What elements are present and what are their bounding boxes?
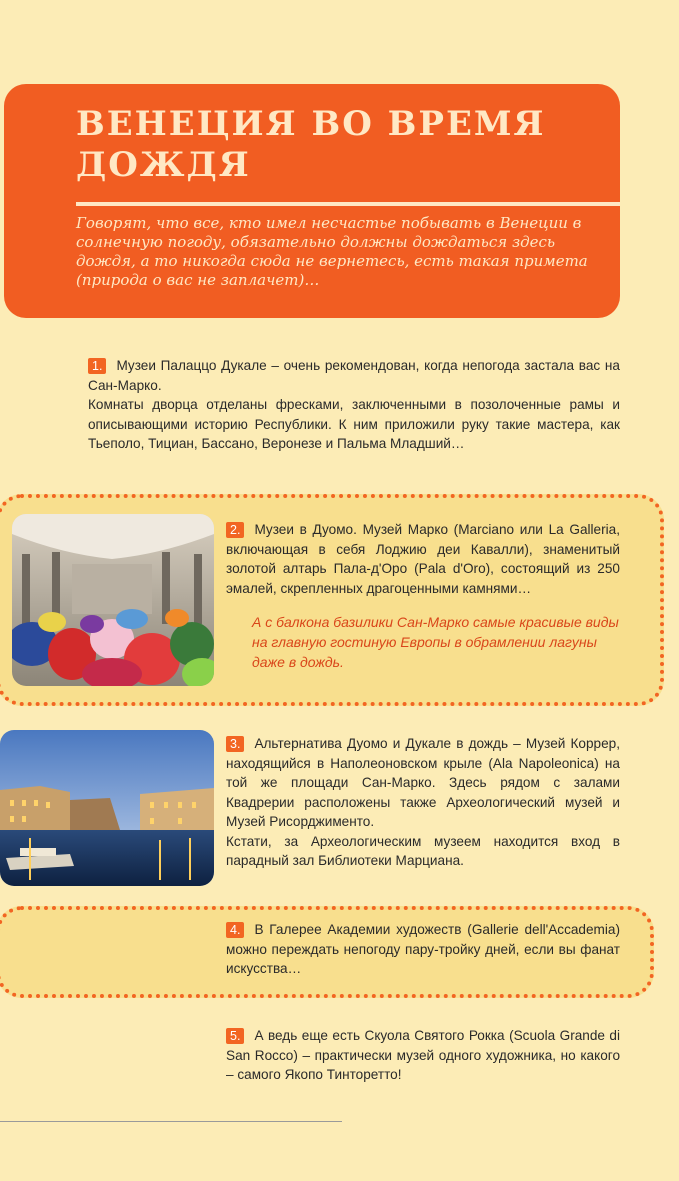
item-number: 3. — [226, 736, 244, 752]
item-number: 2. — [226, 522, 244, 538]
list-item-2 — [226, 520, 620, 672]
item-3-detail: Кстати, за Археологическим музеем находится вход в парадный зал Библиотеки Марциана. — [226, 833, 620, 868]
crowd-photo — [12, 514, 214, 686]
item-number: 5. — [226, 1028, 244, 1044]
item-1-lead: Музеи Палаццо Дукале – очень рекомендован, когда непогода застала вас на Сан-Марко. — [88, 358, 620, 393]
list-item-4 — [226, 920, 620, 979]
title-divider — [76, 202, 620, 206]
page-title: ВЕНЕЦИЯ ВО ВРЕМЯ ДОЖДЯ — [76, 104, 546, 185]
item-number: 1. — [88, 358, 106, 374]
intro-text: Говорят, что все, кто имел несчастье побывать в Венеции в солнечную погоду, обязательно должны дождаться здесь дождя, а то никогда сюда не вернетесь, есть такая примета (природа о вас не заплачет)… — [76, 214, 588, 289]
item-5-lead: А ведь еще есть Скуола Святого Рокка (Scuola Grande di San Rocco) – практически музей одного художника, но какого – самого Якопо Тинторетто! — [226, 1028, 620, 1082]
venice-canal-photo — [0, 730, 214, 886]
item-number: 4. — [226, 922, 244, 938]
item-4-lead: В Галерее Академии художеств (Gallerie dell'Accademia) можно переждать непогоду пару-тройку дней, если вы фанат искусства… — [226, 922, 620, 976]
item-4-text — [226, 920, 620, 979]
item-1-detail: Комнаты дворца отделаны фресками, заключенными в позолоченные рамы и описывающими историю Республики. К ним приложили руку такие мастера, как Тьеполо, Тициан, Бассано, Веронезе и Пальма Младший… — [88, 397, 620, 451]
item-3-text — [226, 734, 620, 832]
list-item-1 — [88, 356, 620, 454]
item-2-text — [226, 520, 620, 598]
footer-divider — [0, 1121, 342, 1122]
item-5-text — [226, 1026, 620, 1085]
list-item-3 — [226, 734, 620, 871]
item-3-lead: Альтернатива Дуомо и Дукале в дождь – Музей Коррер, находящийся в Наполеоновском крыле (Ala Napoleonica) на той же площади Сан-Марко. Здесь рядом с залами Квадрерии расположены также Археологический музей и Музей Рисорджименто. — [226, 736, 620, 829]
list-item-5 — [226, 1026, 620, 1085]
item-1-text — [88, 356, 620, 395]
item-2-quote: А с балкона базилики Сан-Марко самые красивые виды на главную гостиную Европы в обрамлении лагуны даже в дождь. — [252, 614, 619, 670]
header-banner — [4, 84, 620, 318]
item-2-lead: Музеи в Дуомо. Музей Марко (Marciano или La Galleria, включающая в себя Лоджию деи Кавалли), знаменитый золотой алтарь Пала-д'Оро (Pala d'Oro), состоящий из 250 эмалей, скрепленных драгоценными камнями… — [226, 522, 620, 596]
